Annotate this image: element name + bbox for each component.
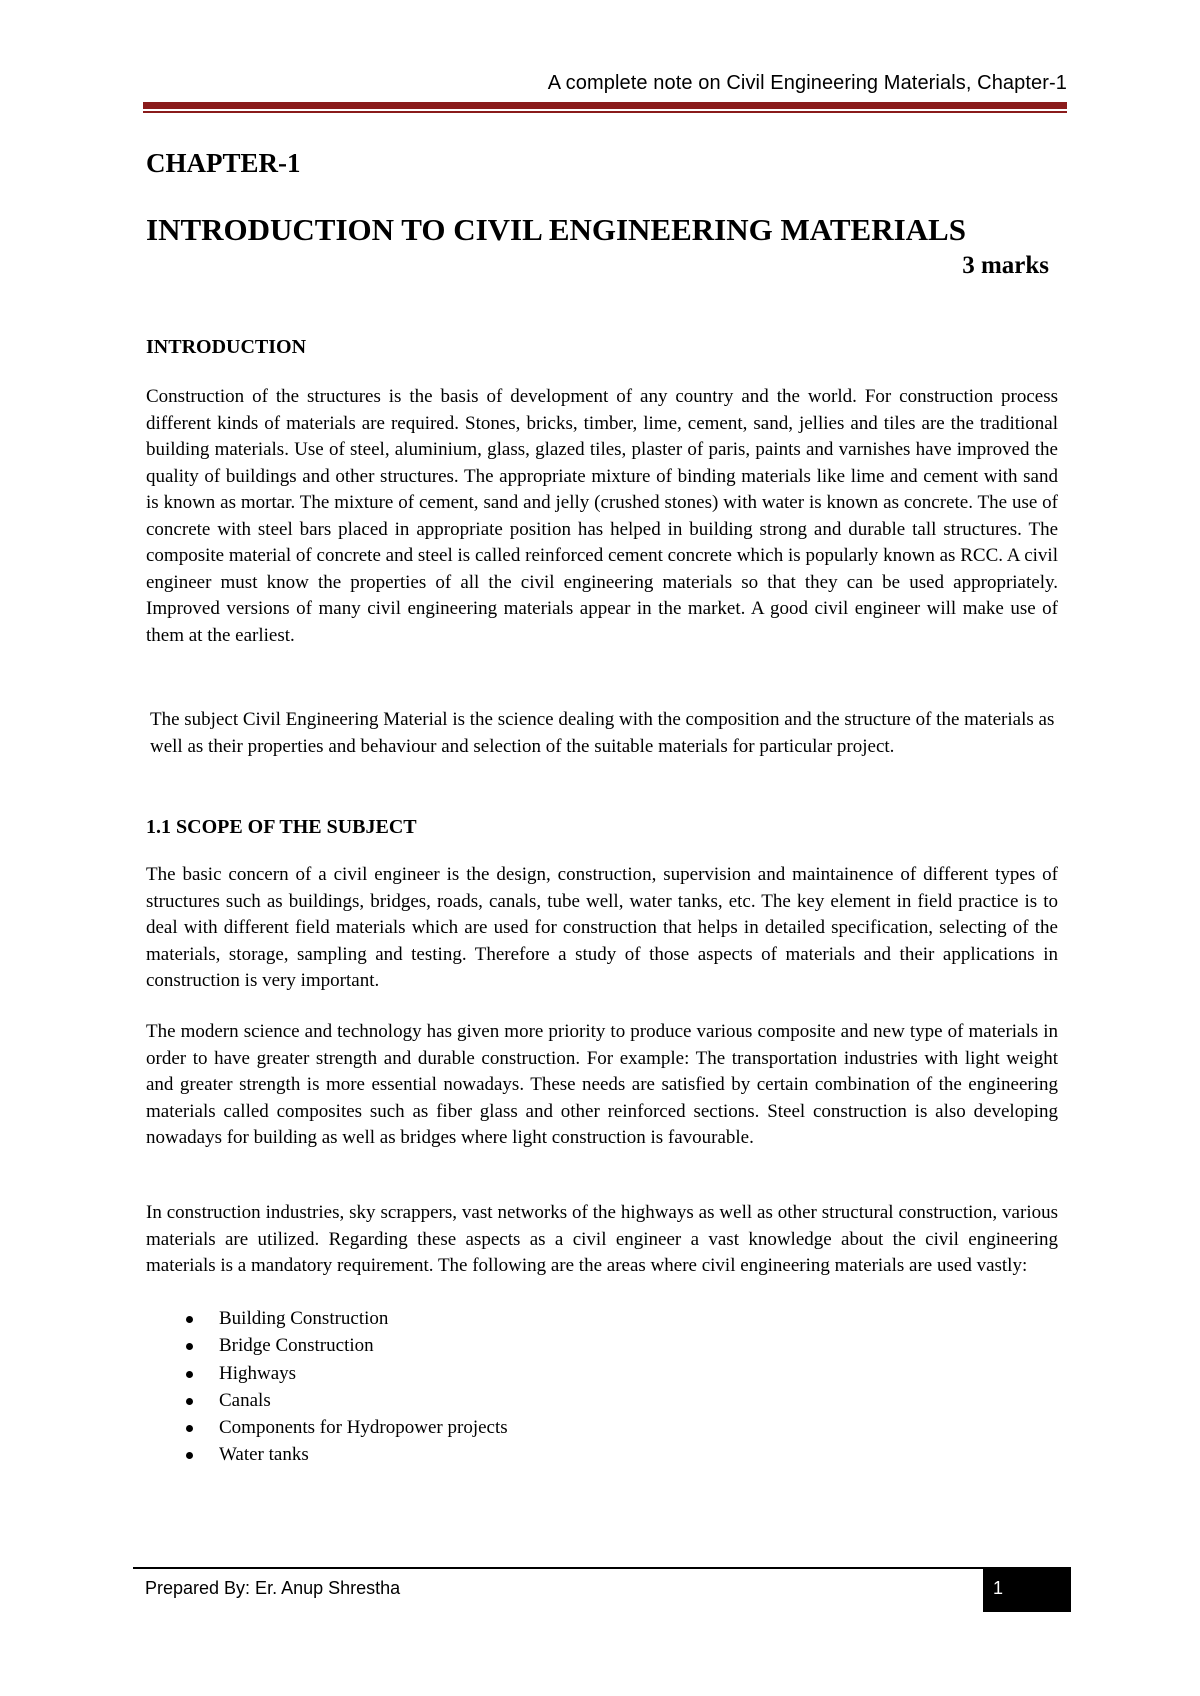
scope-heading: 1.1 SCOPE OF THE SUBJECT xyxy=(146,816,417,838)
scope-paragraph-1: The basic concern of a civil engineer is the design, construction, supervision and maintainence of different types of structures such as buildings, bridges, roads, canals, tube well, water tanks, etc. The key element in field practice is to deal with different field materials which are used for construction that helps in detailed specification, selecting of the materials, storage, sampling and testing. Therefore a study of those aspects of materials and their applications in construction is very important. xyxy=(146,864,1058,991)
introduction-heading: INTRODUCTION xyxy=(146,336,307,358)
scope-paragraph-3: In construction industries, sky scrappers, vast networks of the highways as well as other structural construction, various materials are utilized. Regarding these aspects as a civil engineer a vast knowledge about the civil engineering materials is a mandatory requirement. The following are the areas where civil engineering materials are used vastly: xyxy=(146,1202,1058,1276)
list-item: Bridge Construction xyxy=(186,1332,508,1359)
list-item: Building Construction xyxy=(186,1305,508,1332)
header-rule xyxy=(143,102,1067,109)
marks-label: 3 marks xyxy=(962,252,1049,279)
running-header: A complete note on Civil Engineering Materials, Chapter-1 xyxy=(547,72,1067,94)
header-rule-thin xyxy=(143,111,1067,113)
bullet-icon xyxy=(186,1425,193,1432)
areas-list xyxy=(186,1305,508,1469)
chapter-title: INTRODUCTION TO CIVIL ENGINEERING MATERIALS xyxy=(146,212,966,247)
bullet-icon xyxy=(186,1343,193,1350)
introduction-paragraph-1: Construction of the structures is the basis of development of any country and the world. For construction process different kinds of materials are required. Stones, bricks, timber, lime, cement, sand, jellies and tiles are the traditional building materials. Use of steel, aluminium, glass, glazed tiles, plaster of paris, paints and varnishes have improved the quality of buildings and other structures. The appropriate mixture of binding materials like lime and cement with sand is known as mortar. The mixture of cement, sand and jelly (crushed stones) with water is known as concrete. The use of concrete with steel bars placed in appropriate position has helped in building strong and durable tall structures. The composite material of concrete and steel is called reinforced cement concrete which is popularly known as RCC. A civil engineer must know the properties of all the civil engineering materials so that they can be used appropriately. Improved versions of many civil engineering materials appear in the market. A good civil engineer will make use of them at the earliest. xyxy=(146,386,1058,646)
bullet-icon xyxy=(186,1316,193,1323)
list-item: Highways xyxy=(186,1360,508,1387)
page-number: 1 xyxy=(993,1578,1004,1598)
footer-rule xyxy=(133,1567,983,1569)
bullet-icon xyxy=(186,1452,193,1459)
list-item: Components for Hydropower projects xyxy=(186,1414,508,1441)
introduction-paragraph-2: The subject Civil Engineering Material is the science dealing with the composition and the structure of the materials as well as their properties and behaviour and selection of the suitable materials for particular project. xyxy=(150,709,1055,757)
bullet-icon xyxy=(186,1371,193,1378)
footer-author: Prepared By: Er. Anup Shrestha xyxy=(145,1578,401,1598)
list-item: Canals xyxy=(186,1387,508,1414)
scope-paragraph-2: The modern science and technology has given more priority to produce various composite and new type of materials in order to have greater strength and durable construction. For example: The transportation industries with light weight and greater strength is more essential nowadays. These needs are satisfied by certain combination of the engineering materials called composites such as fiber glass and other reinforced sections. Steel construction is also developing nowadays for building as well as bridges where light construction is favourable. xyxy=(146,1021,1058,1148)
chapter-label: CHAPTER-1 xyxy=(146,148,301,178)
bullet-icon xyxy=(186,1398,193,1405)
list-item: Water tanks xyxy=(186,1441,508,1468)
